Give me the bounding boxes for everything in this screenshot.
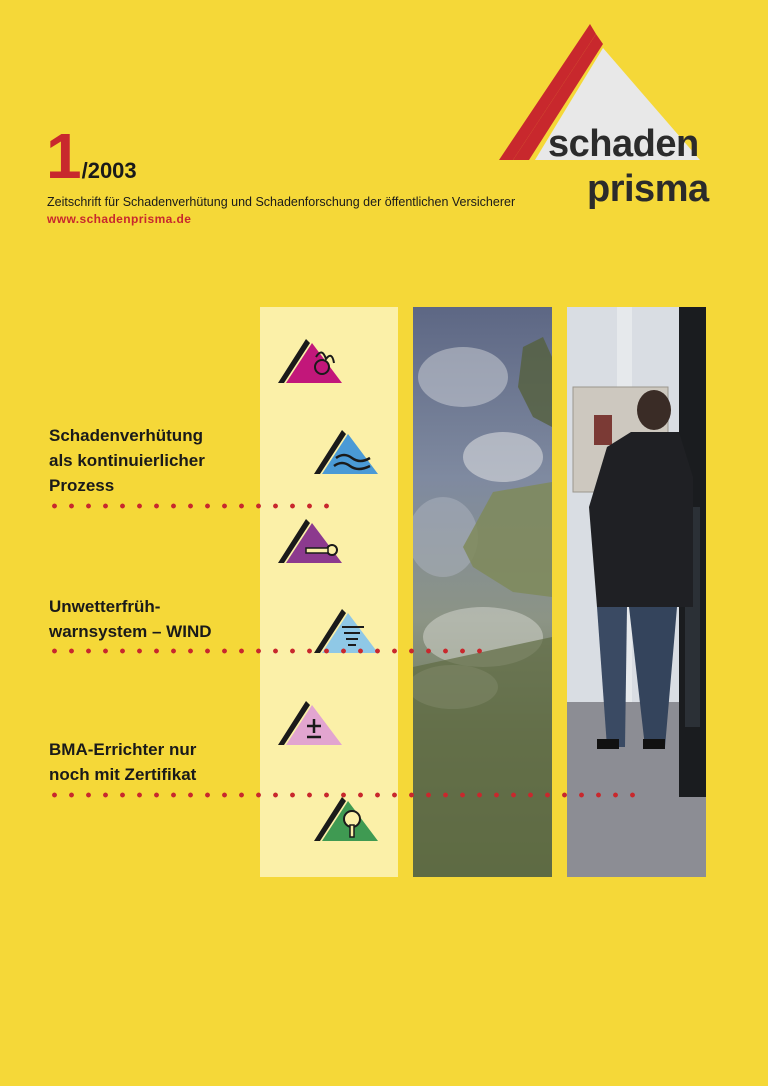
- logo-word-schaden: schaden: [548, 123, 699, 165]
- plus-minus-icon: [276, 699, 346, 749]
- topic-heading-1: [49, 423, 249, 498]
- dotted-divider: [46, 503, 336, 509]
- dotted-divider: [46, 648, 482, 654]
- topic-1-line-3: Prozess: [49, 476, 115, 495]
- topic-2-line-2: warnsystem – WIND: [49, 622, 212, 641]
- issue-number: 1: [46, 120, 80, 192]
- key-icon: [276, 517, 346, 567]
- topic-heading-2: [49, 594, 249, 644]
- issue-year: /2003: [81, 158, 137, 183]
- topic-heading-3: [49, 737, 249, 787]
- dotted-divider: [46, 792, 646, 798]
- topic-1-line-2: als kontinuierlicher: [49, 451, 205, 470]
- topic-3-line-1: BMA-Errichter nur: [49, 740, 197, 759]
- issue-label: [46, 120, 137, 192]
- topic-1-line-1: Schadenverhütung: [49, 426, 203, 445]
- magazine-subtitle: Zeitschrift für Schadenverhütung und Schadenforschung der öffentlichen Versicherer: [47, 195, 516, 209]
- water-icon: [312, 428, 382, 478]
- topic-2-line-1: Unwetterfrüh-: [49, 597, 161, 616]
- fire-icon: [276, 337, 346, 387]
- topic-3-line-2: noch mit Zertifikat: [49, 765, 197, 784]
- tree-icon: [312, 795, 382, 845]
- website-link[interactable]: www.schadenprisma.de: [47, 212, 192, 226]
- logo-word-prisma: prisma: [587, 168, 709, 210]
